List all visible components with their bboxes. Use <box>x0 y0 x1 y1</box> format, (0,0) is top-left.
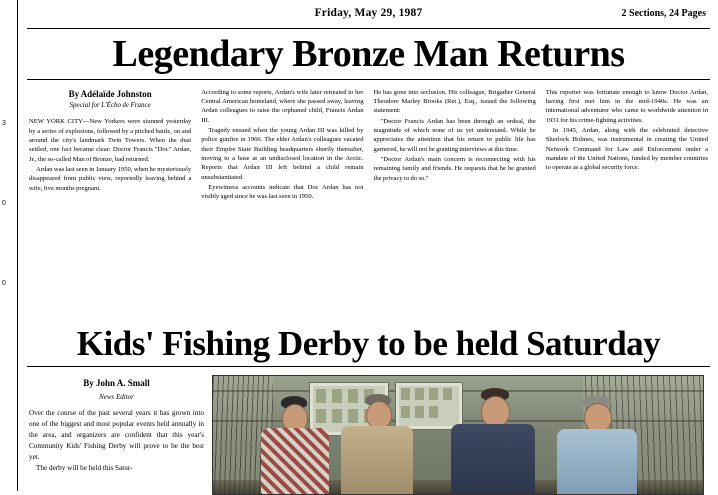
paragraph: NEW YORK CITY—New Yorkers were stunned yesterday by a series of explosions, followed by a pitched battle, on and around the city's landmark Twin Towers. When the dust settled, one fact became clear: Doctor Francis "Doc" Ardan, Jr., the so-called Man of Bronze, had returned. <box>29 118 192 163</box>
margin-mark-0: 3 <box>2 120 6 127</box>
margin-mark-2: 0 <box>2 280 6 287</box>
story1-column-4 <box>546 86 708 203</box>
publication-date: Friday, May 29, 1987 <box>314 7 423 19</box>
paragraph: Over the course of the past several years it has grown into one of the biggest and most popular events held annually in the area, and organizers are confident that this year's Community Kids' Fishing Derby will prove to be the best yet. <box>29 409 204 461</box>
headline-rule <box>27 79 710 80</box>
fishing-derby-photo <box>212 375 704 495</box>
paragraph: Ardan was last seen in January 1950, when he mysteriously disappeared from public view, reportedly leaving behind a wife, five months pregnant. <box>29 166 192 192</box>
photo-person <box>333 386 421 494</box>
story2-rule <box>27 366 710 367</box>
masthead <box>19 0 718 28</box>
story1-column-2 <box>201 86 363 203</box>
story2-headline: Kids' Fishing Derby to be held Saturday <box>76 324 661 363</box>
story2-body <box>19 375 718 495</box>
paragraph: Eyewitness accounts indicate that Doc Ardan has not visibly aged since he was last seen in 1950. <box>201 184 364 201</box>
story2-byline-sub: News Editor <box>99 392 134 401</box>
photo-person <box>445 384 541 494</box>
paragraph: Tragedy ensued when the young Ardan III was killed by police gunfire in 1966. The elder Ardan's colleagues vacated their Empire State Building headquarters shortly thereafter, moving to a base at an undisclosed location in the Arctic. Reports that Ardan III left behind a child remain unsubstantiated. <box>201 126 364 181</box>
paragraph: In 1945, Ardan, along with the celebrated detective Sherlock Holmes, was instrumental in creating the United Network Command for Law and Enforcement under a mandate of the United Nations, funded by member countries to operate as a global security force. <box>545 126 708 172</box>
story2-byline: By John A. Small <box>83 378 150 389</box>
margin-mark-1: 0 <box>2 200 6 207</box>
story1-column-3 <box>374 86 536 203</box>
paragraph: This reporter was fortunate enough to know Doctor Ardan, having first met him in the mid-1940s. He was an international adventurer who came to worldwide attention in 1931 for his crime-fighting activities. <box>545 88 708 124</box>
paragraph: He has gone into seclusion. His colleague, Brigadier General Theodore Marley Brooks (Ret.), Esq., issued the following statement: <box>373 88 536 115</box>
story1-body <box>19 86 718 203</box>
story1-byline-sub: Special for L'Écho de France <box>69 101 151 110</box>
paragraph: According to some reports, Ardan's wife later retreated to her Central American homeland, where she passed away, leaving Ardan colleagues to raise the orphaned child, Francis Ardan III. <box>201 88 364 124</box>
story1-headline: Legendary Bronze Man Returns <box>112 33 625 75</box>
story1-column-1 <box>29 86 191 203</box>
photo-person <box>551 388 643 494</box>
story2-text-column <box>29 375 204 495</box>
photo-person <box>251 390 337 494</box>
paragraph: "Doctor Ardan's main concern is reconnecting with his remaining family and friends. He requests that he be granted the privacy to do so." <box>373 156 536 182</box>
masthead-rule <box>27 28 710 29</box>
paragraph: "Doctor Francis Ardan has been through an ordeal, the magnitude of which none of us yet understand. While he appreciates the attention that his return to public life has garnered, he will not be granting interviews at this time. <box>373 117 536 153</box>
story1-byline: By Adélaïde Johnston <box>68 88 152 99</box>
paragraph: The derby will be held this Satur- <box>36 464 133 473</box>
page-left-margin <box>0 0 18 491</box>
story2 <box>19 318 718 495</box>
sections-note: 2 Sections, 24 Pages <box>621 8 706 19</box>
